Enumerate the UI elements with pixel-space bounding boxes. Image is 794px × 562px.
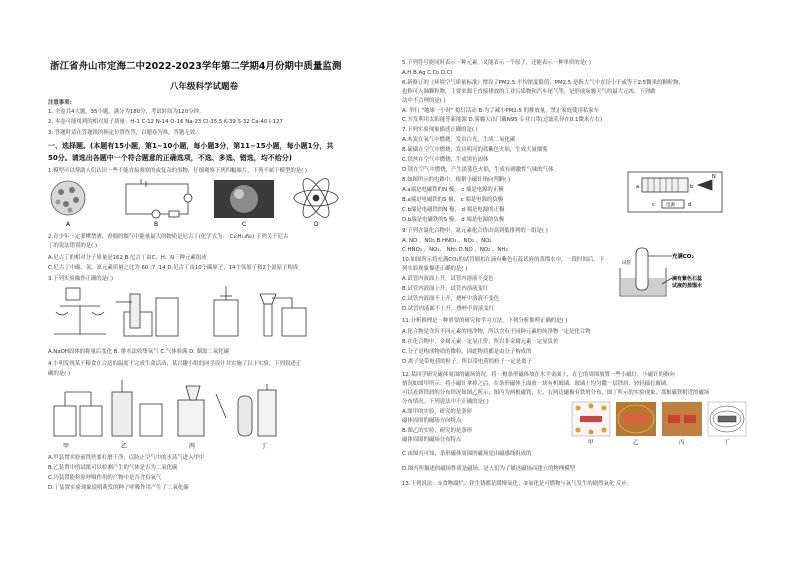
question-text: 也称可入肺颗粒物，主要来源于直接排放的工业污染物和汽车尾气等，是形成灰霾天气的最大元凶。下列做 bbox=[402, 89, 656, 95]
question-text: 6.新修订的《环境空气质量标准》增设了PM2.5 平均浓度限值，PM2.5 是指大气中直径小于或等于2.5微米的颗粒物， bbox=[402, 80, 684, 86]
atom-model-image bbox=[294, 176, 338, 221]
terminal-label: a bbox=[636, 184, 640, 190]
terminal-label: d bbox=[688, 202, 692, 208]
option-text: D.试管内液面不上升，烧杯中溶液变红 bbox=[402, 306, 495, 312]
option-text: D.b端是电磁铁的S 极， d 端是电源的负极 bbox=[402, 217, 505, 223]
section-heading: 一、选择题。(本题有15小题，第1~10小题，每小题3分，第11~15小题，每小题1分，共 bbox=[48, 142, 334, 150]
figure-label: 丙 bbox=[189, 443, 196, 450]
option-text: B.硫磺在空气中燃烧，发出明亮的蓝紫色火焰，生成大量烟雾 bbox=[402, 147, 548, 153]
figure-label: 乙 bbox=[633, 440, 639, 446]
option-text: A.NaOH固体的称量后变化 B. 排水法收集氧气 C.气体验满 D. 制取二氧化碳 bbox=[48, 349, 230, 355]
circuit-diagram-image bbox=[126, 179, 192, 218]
option-text: B.在化合物中，金属元素一定显正价，所以非金属元素一定显负价 bbox=[402, 339, 559, 345]
water-label: 试液的蒸馏水 bbox=[672, 283, 703, 289]
figure-label: B bbox=[154, 221, 159, 228]
terminal-label: c bbox=[652, 202, 655, 208]
option-text: A.试管内液面上升，试管内溶液不变色 bbox=[402, 276, 494, 282]
option-text: D.离子是带电荷的粒子，所以带电荷的粒子一定是离子 bbox=[402, 359, 532, 365]
option-text: C.铁丝在空气中燃烧，生成黑色固体 bbox=[402, 157, 489, 163]
question-text: 丁的说法错误的是( ) bbox=[48, 243, 98, 249]
option-text: A.化合物是含有不同元素的纯净物，所以含有不同种元素的纯净物一定是化合物 bbox=[402, 329, 591, 335]
option-text: A.木炭在氧气中燃烧，发出白光，生成二氧化碳 bbox=[402, 137, 516, 143]
question-text: 7.下列实验现象描述正确的是( ) bbox=[402, 127, 478, 133]
gas-collection-image bbox=[116, 294, 178, 336]
option-text: D.镁在空气中燃烧，产生淡蓝色火焰，生成有刺激性气味的气体 bbox=[402, 167, 554, 173]
figure-label: 甲 bbox=[588, 440, 594, 446]
question-text: 13.下列说法：①食物腐烂、锌生锈都是缓慢氧化；②氧化是可燃物与氧气发生的剧烈氧化 反应； bbox=[402, 481, 633, 487]
power-label: 电源 bbox=[666, 203, 675, 208]
figure-label: 丁 bbox=[724, 440, 730, 446]
litmus-label: 滴有紫色石蕊 bbox=[672, 276, 703, 282]
figure-label: 丁 bbox=[261, 443, 268, 450]
q12-magnet-figure bbox=[570, 400, 748, 446]
note-item: 3. 答题时请在答题纸的指定位置作答，以题卷为准，答题无效。 bbox=[48, 130, 201, 136]
terminal-label: b bbox=[690, 184, 694, 190]
option-text: B.图乙的实验，研究的是条形 bbox=[402, 428, 473, 434]
gas-check-image bbox=[214, 286, 238, 336]
option-text: B.a端是电磁铁的S 极， c 端是电源的负极 bbox=[402, 197, 504, 203]
seed-bottle-image bbox=[178, 386, 226, 436]
figure-label: 乙 bbox=[121, 443, 128, 450]
q1-figure bbox=[46, 176, 346, 228]
notes-heading: 注意事项: bbox=[48, 100, 72, 106]
q4-figure bbox=[46, 378, 296, 452]
tube-label: 试管 bbox=[622, 261, 631, 266]
school-title: 浙江省舟山市定海二中2022-2023学年第二学期4月份期中质量监测 bbox=[50, 61, 342, 72]
jar-apparatus-image bbox=[54, 392, 102, 436]
pole-label: N bbox=[712, 174, 716, 180]
option-text: C.试管内液面不上升，烧杯中溶液不变色 bbox=[402, 296, 500, 302]
question-text: 8.如图所示的电路中，根据小磁针指向判断( ) bbox=[402, 177, 511, 183]
question-text: 情况如图甲所示；将小磁针拿掉之后，在条形磁体上面放一块有机玻璃，玻璃上均匀撒一层铁屑，轻轻敲打玻璃， bbox=[402, 381, 672, 387]
q8-circuit-figure bbox=[620, 168, 730, 218]
option-text: A.图甲的实验，研究的是条形 bbox=[402, 409, 472, 415]
note-item: 2. 本卷可能用到的相对原子质量：H-1 C-12 N-14 O-16 Na-23 Cl-35.5 K-39 S-32 Ca-40 I-127 bbox=[48, 119, 283, 125]
question-text: 2.青少年一定要懂禁酒、香烟的烟气中能量最大的物质是尼古丁(化学式为： C₁₀H₁₄N₂) 下列关于尼古 bbox=[48, 234, 289, 240]
option-text: B.试管内液面上升，试管内溶液变红 bbox=[402, 286, 489, 292]
buckyball-model-image bbox=[51, 181, 85, 215]
question-text: 可以看到铁屑的分布情况如图乙所示；图丙为两根磁铁，左、右两边磁极有铁屑分布，图丁所示的实验现象，那根磁铁附近的磁场 bbox=[402, 390, 710, 396]
option-text: D.图丙所描述的磁场性质是磁场，是人们为了描述磁场而建立的物理模型 bbox=[402, 466, 575, 472]
question-text: 1.模型可以帮助人们认识一些不能直接观察的或复杂的事物，仔细观察下列四幅图片，下列不属于模型的是( ) bbox=[48, 168, 308, 174]
option-text: C.尼古丁中碳、氢、氮元素质量之比为 60 :7 :14 D.尼古丁由10个碳原子、14个氢原子和2个氮原子构成 bbox=[48, 265, 299, 271]
co2-preparation-image bbox=[260, 294, 306, 336]
option-text: A.尼古丁的相对分子质量是162 B.尼古丁由C、H、N三种元素组成 bbox=[48, 255, 207, 261]
q3-figure bbox=[46, 284, 326, 346]
filings-two-magnets-image bbox=[662, 402, 702, 436]
thermos-image bbox=[112, 380, 162, 436]
option-text: B.乙装置中的试纸可以检测产生的气体是否为二氧化碳 bbox=[48, 465, 178, 471]
dark-sphere-image bbox=[214, 180, 274, 218]
paper-title: 八年级科学试题卷 bbox=[170, 82, 239, 92]
balance-image bbox=[54, 288, 106, 334]
question-text: 5.下列符号能同时表示一种元素，又能表示一个原子，还能表示一种单质的是( ) bbox=[402, 60, 591, 66]
field-lines-image bbox=[708, 402, 746, 436]
option-text: C 由图丙可知，条形磁体周围的磁场是由磁感线组成的 bbox=[402, 451, 532, 457]
question-text: 4.小明发现某干粮食在合适的温度下完成生命活动，某兴趣小组的同学设计并实施了以下实验，下列叙述正 bbox=[48, 361, 302, 367]
section-heading: 50分。请选出各题中一个符合题意的正确选项，不选、多选、错选，均不给分) bbox=[48, 154, 292, 162]
question-text: 11.分析推理是一种重要的研究和学习方法，下列分析推理正确的是( ) bbox=[402, 318, 568, 324]
figure-label: 甲 bbox=[63, 443, 70, 450]
question-text: 9.下列含氮化合物中，氮元素化合价由高到低排列的一组是( ) bbox=[402, 228, 548, 234]
option-text: A.甲装置实验前铁丝要打磨干净，以防止空气中的水蒸气进入甲中 bbox=[48, 455, 205, 461]
option-text: 磁体周围的磁场分布特点 bbox=[402, 437, 462, 443]
option-text: A. 举行 "地球一小时" 熄灯活动 B.为了减小PM2.5 的排放量，禁止家庭使用私家车 bbox=[402, 108, 600, 114]
note-item: 1. 全卷共4大题，35小题，满分为180分，考试时间为120分钟。 bbox=[48, 109, 205, 115]
question-text: 列实验现象描述正确的是( ) bbox=[402, 266, 468, 272]
figure-label: A bbox=[66, 221, 71, 228]
option-text: 磁体周围的磁场方向特点 bbox=[402, 418, 462, 424]
compass-needles-image bbox=[572, 402, 610, 436]
question-text: 3.下列实验操作正确的是( ) bbox=[48, 276, 113, 282]
iron-filings-image bbox=[616, 402, 656, 436]
option-text: C.HNO₃ 、NO₂、 NH₃ D.NO 、NO₂ 、NH₃ bbox=[402, 247, 508, 253]
question-text: 10.如图所示将充满CO₂的试管倒扣在滴有紫色石蕊试液的蒸馏水中，一段时间后，下 bbox=[402, 257, 605, 263]
option-text: D.丁装置实验现象说明萌发的种子呼吸作用产生了二氧化碳 bbox=[48, 485, 189, 491]
q10-co2-figure bbox=[614, 244, 710, 300]
question-text: 12.某同学研究磁体周围的磁场情况，将一根条形磁体放在水平桌面上，在它的周围放置一些小磁针，小磁针的指向 bbox=[402, 372, 675, 378]
option-text: A.H B.Ag C.O₂ D.Cl bbox=[402, 70, 453, 76]
figure-label: C bbox=[242, 221, 247, 228]
option-text: C.分子是构成物质的微粒，因此物质都是由分子构成的 bbox=[402, 349, 532, 355]
figure-label: 丙 bbox=[679, 440, 685, 446]
question-text: 法中不合理的是( ) bbox=[402, 98, 446, 104]
option-text: C.丙装置能检验呼吸作用的产物中是否含有氧气 bbox=[48, 475, 162, 481]
question-text: 分布情况。下列说法中不正确的是( ) bbox=[402, 399, 489, 405]
figure-label: D bbox=[314, 221, 319, 228]
option-text: A.a端是电磁铁的N 极， c 端是电源的正极 bbox=[402, 187, 504, 193]
test-tube-image bbox=[238, 384, 276, 436]
question-text: 确的是( ) bbox=[48, 371, 71, 377]
option-text: A. NO 、NO₂ B.HNO₃ 、NO₂ 、NO₂ bbox=[402, 238, 492, 244]
co2-label: 充满CO₂ bbox=[672, 254, 694, 260]
option-text: C.开发利用太阳能等新能源 D.雾霾天出门戴N95 专业口罩(过滤孔径在0.1微米左右) bbox=[402, 117, 603, 123]
option-text: C.b端是电磁铁的N 极， d 端是电源的正极 bbox=[402, 207, 505, 213]
